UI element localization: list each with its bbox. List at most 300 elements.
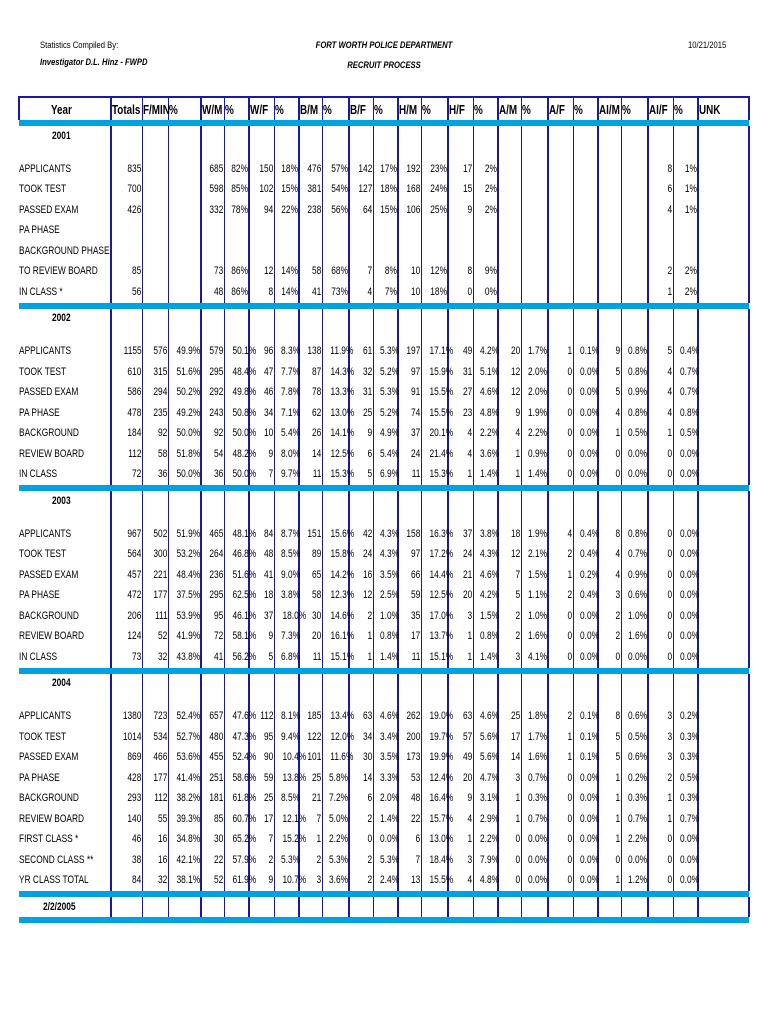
row-label: TO REVIEW BOARD [19,265,98,278]
spacer-cell [521,329,548,342]
spacer-cell [349,146,373,159]
data-cell: 480 [201,727,224,748]
spacer-cell [168,329,201,342]
data-cell: 1155 [111,342,142,363]
data-cell: 0.9% [621,383,648,404]
data-cell: 9 [598,342,621,363]
data-cell: 0.0% [573,830,598,851]
data-cell: 0.5% [621,424,648,445]
data-cell: 16.4% [421,789,448,810]
data-cell: 1.6% [621,627,648,648]
data-cell: 200 [398,727,421,748]
data-cell: 17.1% [421,342,448,363]
divider-cell [274,917,299,923]
data-cell: 49.2% [168,403,201,424]
data-cell: 47.6% [224,707,249,728]
data-cell: 6 [398,830,421,851]
year-cell [698,309,749,329]
row-label: PASSED EXAM [19,203,79,216]
divider-cell [448,917,473,923]
spacer-cell [421,694,448,707]
data-cell [698,871,749,892]
year-cell [322,491,349,511]
data-cell: 15.3% [322,465,349,486]
data-cell: 564 [111,545,142,566]
year-cell [573,309,598,329]
data-cell: 15.3% [421,465,448,486]
data-cell: 20 [448,768,473,789]
data-cell: 1.0% [621,606,648,627]
data-cell [698,748,749,769]
data-cell: 0.0% [673,647,698,668]
data-cell: 47 [249,362,274,383]
data-cell: 8.5% [274,545,299,566]
year-cell [111,897,142,917]
column-header: % [168,97,201,120]
year-cell [274,491,299,511]
data-cell: 168 [398,180,421,201]
data-cell [548,159,573,180]
column-header: W/M [201,97,224,120]
data-cell: 48.1% [224,524,249,545]
year-cell [598,674,621,694]
spacer-cell [19,511,111,524]
data-cell: 34 [249,403,274,424]
spacer-cell [274,146,299,159]
data-cell [548,180,573,201]
data-cell: 14 [299,444,322,465]
data-cell: 1.0% [521,606,548,627]
data-cell: 52.4% [224,748,249,769]
year-cell [168,309,201,329]
spacer-cell [421,329,448,342]
spacer-cell [322,511,349,524]
year-cell [299,309,322,329]
spacer-cell [201,146,224,159]
data-cell: 5.3% [322,850,349,871]
data-cell: 4.1% [521,647,548,668]
data-cell: 95 [249,727,274,748]
data-cell: 0 [548,465,573,486]
year-cell [421,309,448,329]
year-cell [698,491,749,511]
year-cell [698,126,749,146]
row-label: APPLICANTS [19,527,72,540]
data-cell: 3 [498,647,521,668]
data-cell: 0.0% [573,871,598,892]
spacer-cell [473,329,498,342]
row-label: PA PHASE [19,771,60,784]
data-cell: 0.3% [673,748,698,769]
year-cell [274,897,299,917]
data-cell: 2 [299,850,322,871]
data-cell: 14% [274,262,299,283]
data-cell: 4.8% [473,403,498,424]
data-cell [698,221,749,242]
year-cell [548,491,573,511]
year-label: 2004 [52,677,71,689]
data-cell: 0 [648,647,673,668]
data-cell: 11 [398,647,421,668]
data-row [19,647,749,668]
year-cell [673,309,698,329]
data-row [19,809,749,830]
row-label: BACKGROUND [19,609,79,622]
spacer-cell [111,146,142,159]
data-cell: 0.0% [573,362,598,383]
spacer-cell [142,511,168,524]
data-cell: 5.3% [373,383,398,404]
spacer-cell [521,694,548,707]
spacer-cell [621,329,648,342]
year-cell [621,309,648,329]
data-cell [398,241,421,262]
data-cell: 0.7% [621,545,648,566]
data-cell: 3.8% [473,524,498,545]
spacer-cell [548,146,573,159]
data-cell: 478 [111,403,142,424]
data-cell: 576 [142,342,168,363]
column-header: H/F [448,97,473,120]
data-cell: 1.4% [473,465,498,486]
data-cell: 0.7% [673,809,698,830]
year-label: 2003 [52,494,71,507]
data-cell: 5 [648,342,673,363]
data-cell: 0 [548,606,573,627]
year-cell [111,309,142,329]
data-cell: 21.4% [421,444,448,465]
data-cell: 17 [249,809,274,830]
year-cell [322,126,349,146]
data-cell: 6.8% [274,647,299,668]
year-cell [521,674,548,694]
spacer-cell [673,146,698,159]
year-cell [648,491,673,511]
year-cell [274,126,299,146]
data-cell: 18 [249,586,274,607]
data-cell: 59 [398,586,421,607]
data-cell: 5.4% [274,424,299,445]
year-cell [224,897,249,917]
data-cell: 0.0% [673,830,698,851]
year-cell [473,126,498,146]
data-cell: 37 [448,524,473,545]
data-cell: 14.6% [322,606,349,627]
data-cell: 4 [598,545,621,566]
data-cell: 72 [201,627,224,648]
data-cell: 579 [201,342,224,363]
data-cell: 0 [548,383,573,404]
data-cell: 0 [598,465,621,486]
spacer-cell [598,146,621,159]
data-cell [698,444,749,465]
spacer-cell [573,511,598,524]
year-cell [498,491,521,511]
data-cell: 101 [299,748,322,769]
data-cell: 0.8% [473,627,498,648]
data-cell: 4 [648,383,673,404]
data-cell: 0.0% [573,465,598,486]
data-cell [698,262,749,283]
data-cell [598,262,621,283]
data-cell: 295 [201,586,224,607]
spacer-cell [322,146,349,159]
spacer-cell [421,146,448,159]
year-cell [111,674,142,694]
data-cell: 1 [349,627,373,648]
data-cell: 457 [111,565,142,586]
data-cell: 37.5% [168,586,201,607]
data-cell: 12 [498,383,521,404]
data-cell [548,241,573,262]
data-cell: 50.0% [168,424,201,445]
data-cell: 0.6% [621,586,648,607]
data-cell: 53.2% [168,545,201,566]
data-row [19,727,749,748]
year-cell [621,897,648,917]
year-cell [448,126,473,146]
divider-cell [521,917,548,923]
column-header: H/M [398,97,421,120]
year-cell [521,897,548,917]
data-cell: 122 [299,727,322,748]
data-cell [142,262,168,283]
data-cell: 57% [322,159,349,180]
divider-cell [648,917,673,923]
data-cell: 9 [448,200,473,221]
spacer-cell [673,511,698,524]
year-cell [598,309,621,329]
data-cell: 0 [548,444,573,465]
data-cell [548,282,573,303]
data-cell: 0.0% [573,424,598,445]
row-label: APPLICANTS [19,162,72,175]
row-label: TOOK TEST [19,548,67,561]
data-cell: 6 [349,444,373,465]
data-cell: 6 [349,789,373,810]
year-cell [548,126,573,146]
year-cell [299,897,322,917]
data-cell: 90 [249,748,274,769]
data-cell: 97 [398,362,421,383]
data-cell: 8 [598,524,621,545]
year-cell [373,126,398,146]
data-cell: 22 [201,850,224,871]
data-cell: 221 [142,565,168,586]
data-cell: 57.9% [224,850,249,871]
data-cell [698,383,749,404]
data-cell [421,221,448,242]
year-cell [448,674,473,694]
data-cell: 0 [548,362,573,383]
spacer-cell [19,694,111,707]
data-cell: 51.9% [168,524,201,545]
data-cell: 92 [142,424,168,445]
data-cell: 140 [111,809,142,830]
data-cell [621,159,648,180]
data-cell [168,282,201,303]
data-cell: 65.2% [224,830,249,851]
data-cell: 1 [598,809,621,830]
data-cell [521,282,548,303]
spacer-cell [548,329,573,342]
column-header: % [274,97,299,120]
data-cell: 52 [201,871,224,892]
data-cell: 5 [598,748,621,769]
year-cell [224,126,249,146]
spacer-cell [274,511,299,524]
data-cell [168,221,201,242]
data-cell: 4 [648,403,673,424]
row-label: PA PHASE [19,224,60,237]
data-cell: 426 [111,200,142,221]
spacer-cell [274,329,299,342]
data-cell: 0.0% [573,789,598,810]
data-cell: 86% [224,262,249,283]
data-cell: 50.0% [168,465,201,486]
data-cell: 24 [448,545,473,566]
data-cell [621,200,648,221]
data-cell: 31 [349,383,373,404]
data-cell: 5.6% [473,727,498,748]
data-cell: 36 [142,465,168,486]
data-cell: 41 [201,647,224,668]
data-cell: 49.9% [168,342,201,363]
data-cell [168,200,201,221]
column-header: % [473,97,498,120]
data-cell [521,180,548,201]
data-cell: 10 [249,424,274,445]
spacer-cell [698,329,749,342]
data-cell: 9 [349,424,373,445]
data-cell: 1 [349,647,373,668]
column-header: A/M [498,97,521,120]
data-cell [698,768,749,789]
data-cell: 315 [142,362,168,383]
data-cell: 1.4% [373,809,398,830]
data-cell: 15.5% [421,871,448,892]
year-cell [473,309,498,329]
data-cell: 5.3% [373,342,398,363]
data-cell: 106 [398,200,421,221]
data-cell: 3.3% [373,768,398,789]
spacer-cell [648,329,673,342]
divider-cell [224,917,249,923]
data-cell: 9 [249,627,274,648]
data-cell: 4.3% [373,524,398,545]
spacer-cell [621,694,648,707]
data-cell: 0.0% [573,647,598,668]
data-cell: 21 [299,789,322,810]
data-cell: 292 [201,383,224,404]
data-cell: 4 [648,362,673,383]
data-cell: 54 [201,444,224,465]
data-cell: 19.7% [421,727,448,748]
data-cell [621,221,648,242]
data-cell: 1 [498,809,521,830]
data-cell [698,707,749,728]
data-cell: 41 [249,565,274,586]
data-cell: 1 [498,789,521,810]
data-cell: 0 [648,565,673,586]
data-cell: 9 [249,444,274,465]
data-cell: 7.8% [274,383,299,404]
year-cell [299,126,322,146]
year-cell [498,309,521,329]
data-cell: 0.0% [621,444,648,465]
data-row [19,789,749,810]
data-cell: 1 [548,748,573,769]
data-cell: 4.6% [473,707,498,728]
data-cell: 6 [648,180,673,201]
year-cell [142,674,168,694]
data-cell [249,221,274,242]
spacer-cell [373,511,398,524]
data-cell: 1.1% [521,586,548,607]
data-cell [142,221,168,242]
data-cell: 2.2% [521,424,548,445]
data-cell: 74 [398,403,421,424]
data-cell: 23 [448,403,473,424]
data-cell: 34.8% [168,830,201,851]
data-cell: 1.7% [521,727,548,748]
data-cell: 95 [201,606,224,627]
data-cell: 62.5% [224,586,249,607]
year-cell [448,309,473,329]
data-cell [698,627,749,648]
row-label: REVIEW BOARD [19,630,85,643]
data-cell: 0 [349,830,373,851]
data-cell [698,647,749,668]
data-cell: 5 [498,586,521,607]
data-cell: 112 [249,707,274,728]
data-cell: 58 [299,262,322,283]
data-cell: 15.6% [322,524,349,545]
row-label: TOOK TEST [19,730,67,743]
data-cell: 0.8% [621,362,648,383]
data-cell: 13.7% [421,627,448,648]
spacer-cell [598,511,621,524]
data-cell: 0.0% [573,768,598,789]
data-cell: 0 [598,647,621,668]
data-cell: 723 [142,707,168,728]
data-cell: 142 [349,159,373,180]
data-cell [698,465,749,486]
data-cell: 62 [299,403,322,424]
data-cell: 0.0% [521,830,548,851]
spacer-cell [249,146,274,159]
data-cell: 869 [111,748,142,769]
data-cell [698,241,749,262]
data-cell: 41.4% [168,768,201,789]
data-cell: 181 [201,789,224,810]
row-label: TOOK TEST [19,365,67,378]
data-cell: 38.1% [168,871,201,892]
spacer-cell [299,329,322,342]
data-row [19,342,749,363]
data-cell: 17 [448,159,473,180]
spacer-cell [373,329,398,342]
data-cell: 7.3% [274,627,299,648]
spacer-cell [322,329,349,342]
data-cell: 0 [548,647,573,668]
data-cell: 0.0% [521,871,548,892]
spacer-cell [299,146,322,159]
data-cell: 46 [249,383,274,404]
spacer-cell [448,329,473,342]
column-header: B/F [349,97,373,120]
divider-cell [421,917,448,923]
